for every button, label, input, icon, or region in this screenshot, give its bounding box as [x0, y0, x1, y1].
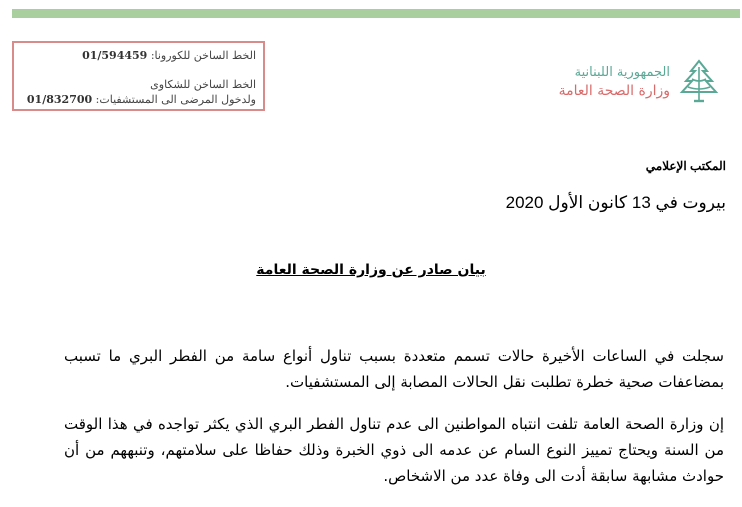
admission-hotline-number: 01/832700	[26, 93, 93, 106]
media-office-label: المكتب الإعلامي	[645, 159, 726, 173]
statement-title: بيان صادر عن وزارة الصحة العامة	[256, 262, 486, 278]
logo-ministry-name: وزارة الصحة العامة	[558, 83, 670, 99]
top-rule	[12, 9, 740, 18]
admission-hotline-label: ولدخول المرضى الى المستشفيات:	[95, 93, 256, 106]
complaints-hotline-label: الخط الساخن للشكاوى	[150, 78, 256, 91]
hotline-box	[12, 41, 265, 111]
logo-republic-name: الجمهورية اللبنانية	[574, 65, 670, 80]
corona-hotline	[20, 48, 256, 63]
ministry-logo	[488, 61, 724, 107]
admission-hotline	[20, 92, 256, 107]
paragraph-2: إن وزارة الصحة العامة تلفت انتباه المواطنين الى عدم تناول الفطر البري الذي يكثر تواجده في هذا الوقت من السنة ويحتاج تمييز النوع السام عن عدمه الى ذوي الخبرة وذلك حفاظا على سلامتهم، وتنبههم من أن حوادث مشابهة سابقة أدت الى وفاة عدد من الاشخاص.	[64, 415, 724, 485]
cedar-tree-icon	[674, 57, 724, 107]
logo-text	[559, 64, 670, 101]
date-line: بيروت في 13 كانون الأول 2020	[505, 193, 726, 212]
corona-hotline-label: الخط الساخن للكورونا:	[150, 49, 256, 62]
paragraph-1: سجلت في الساعات الأخيرة حالات تسمم متعددة بسبب تناول أنواع سامة من الفطر البري ما تسبب بمضاعفات صحية خطرة تطلبت نقل الحالات المصابة إلى المستشفيات.	[64, 347, 724, 391]
corona-hotline-number: 01/594459	[82, 49, 148, 62]
